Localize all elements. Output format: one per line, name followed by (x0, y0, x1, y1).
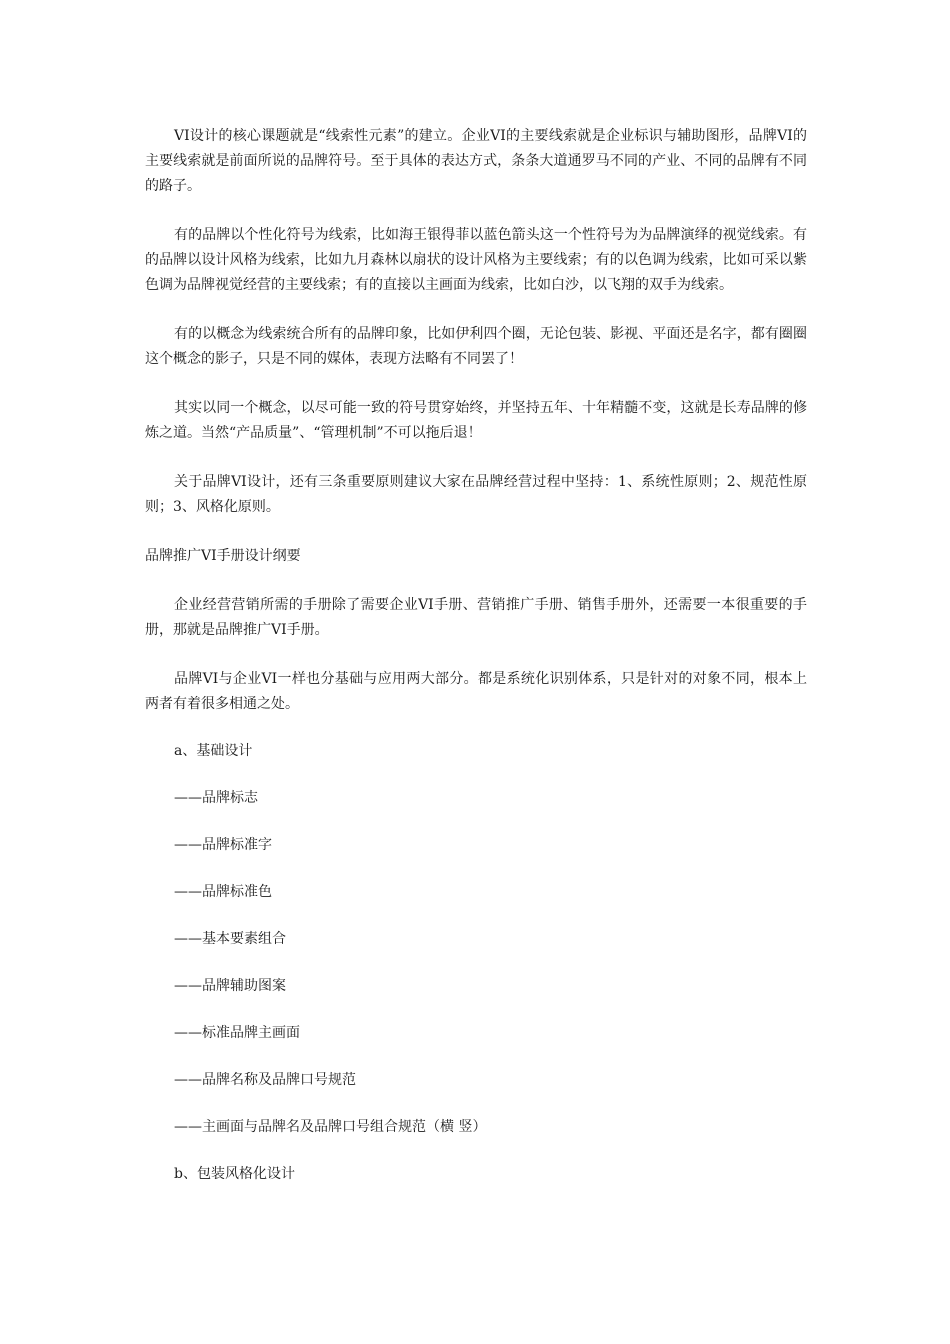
list-item: ——主画面与品牌名及品牌口号组合规范（横 竖） (174, 1119, 487, 1135)
paragraph-brand-vi: 品牌VI与企业VI一样也分基础与应用两大部分。都是系统化识别体系，只是针对的对象不同，根本上两者有着很多相通之处。 (145, 671, 807, 712)
paragraph-concept-clue: 有的以概念为线索统合所有的品牌印象，比如伊利四个圈，无论包装、影视、平面还是名字，都有圈圈这个概念的影子，只是不同的媒体，表现方法略有不同罢了！ (145, 326, 807, 367)
list-item: ——品牌名称及品牌口号规范 (174, 1072, 356, 1088)
list-item: ——品牌辅助图案 (174, 978, 286, 994)
list-item: ——品牌标志 (174, 790, 258, 806)
list-item: ——品牌标准色 (174, 884, 272, 900)
list-item: ——标准品牌主画面 (174, 1025, 300, 1041)
list-item: ——品牌标准字 (174, 837, 272, 853)
paragraph-longevity: 其实以同一个概念，以尽可能一致的符号贯穿始终，并坚持五年、十年精髓不变，这就是长寿品牌的修炼之道。当然“产品质量”、“管理机制”不可以拖后退！ (145, 400, 807, 441)
list-item: b、包装风格化设计 (174, 1166, 295, 1182)
paragraph-personal-symbol: 有的品牌以个性化符号为线索，比如海王银得菲以蓝色箭头这一个性符号为为品牌演绎的视觉线索。有的品牌以设计风格为线索，比如九月森林以扇状的设计风格为主要线索；有的以色调为线索，比如可采以紫色调为品牌视觉经营的主要线索；有的直接以主画面为线索，比如白沙，以飞翔的双手为线索。 (145, 227, 807, 293)
paragraph-vi-core: VI设计的核心课题就是“线索性元素”的建立。企业VI的主要线索就是企业标识与辅助图形，品牌VI的主要线索就是前面所说的品牌符号。至于具体的表达方式，条条大道通罗马不同的产业、不同的品牌有不同的路子。 (145, 128, 807, 194)
list-item: a、基础设计 (174, 743, 253, 759)
document-page (145, 124, 807, 1187)
list-item: ——基本要素组合 (174, 931, 286, 947)
section-heading: 品牌推广VI手册设计纲要 (145, 548, 301, 564)
paragraph-principles: 关于品牌VI设计，还有三条重要原则建议大家在品牌经营过程中坚持：1、系统性原则；2、规范性原则；3、风格化原则。 (145, 474, 807, 515)
paragraph-manual: 企业经营营销所需的手册除了需要企业VI手册、营销推广手册、销售手册外，还需要一本很重要的手册，那就是品牌推广VI手册。 (145, 597, 807, 638)
